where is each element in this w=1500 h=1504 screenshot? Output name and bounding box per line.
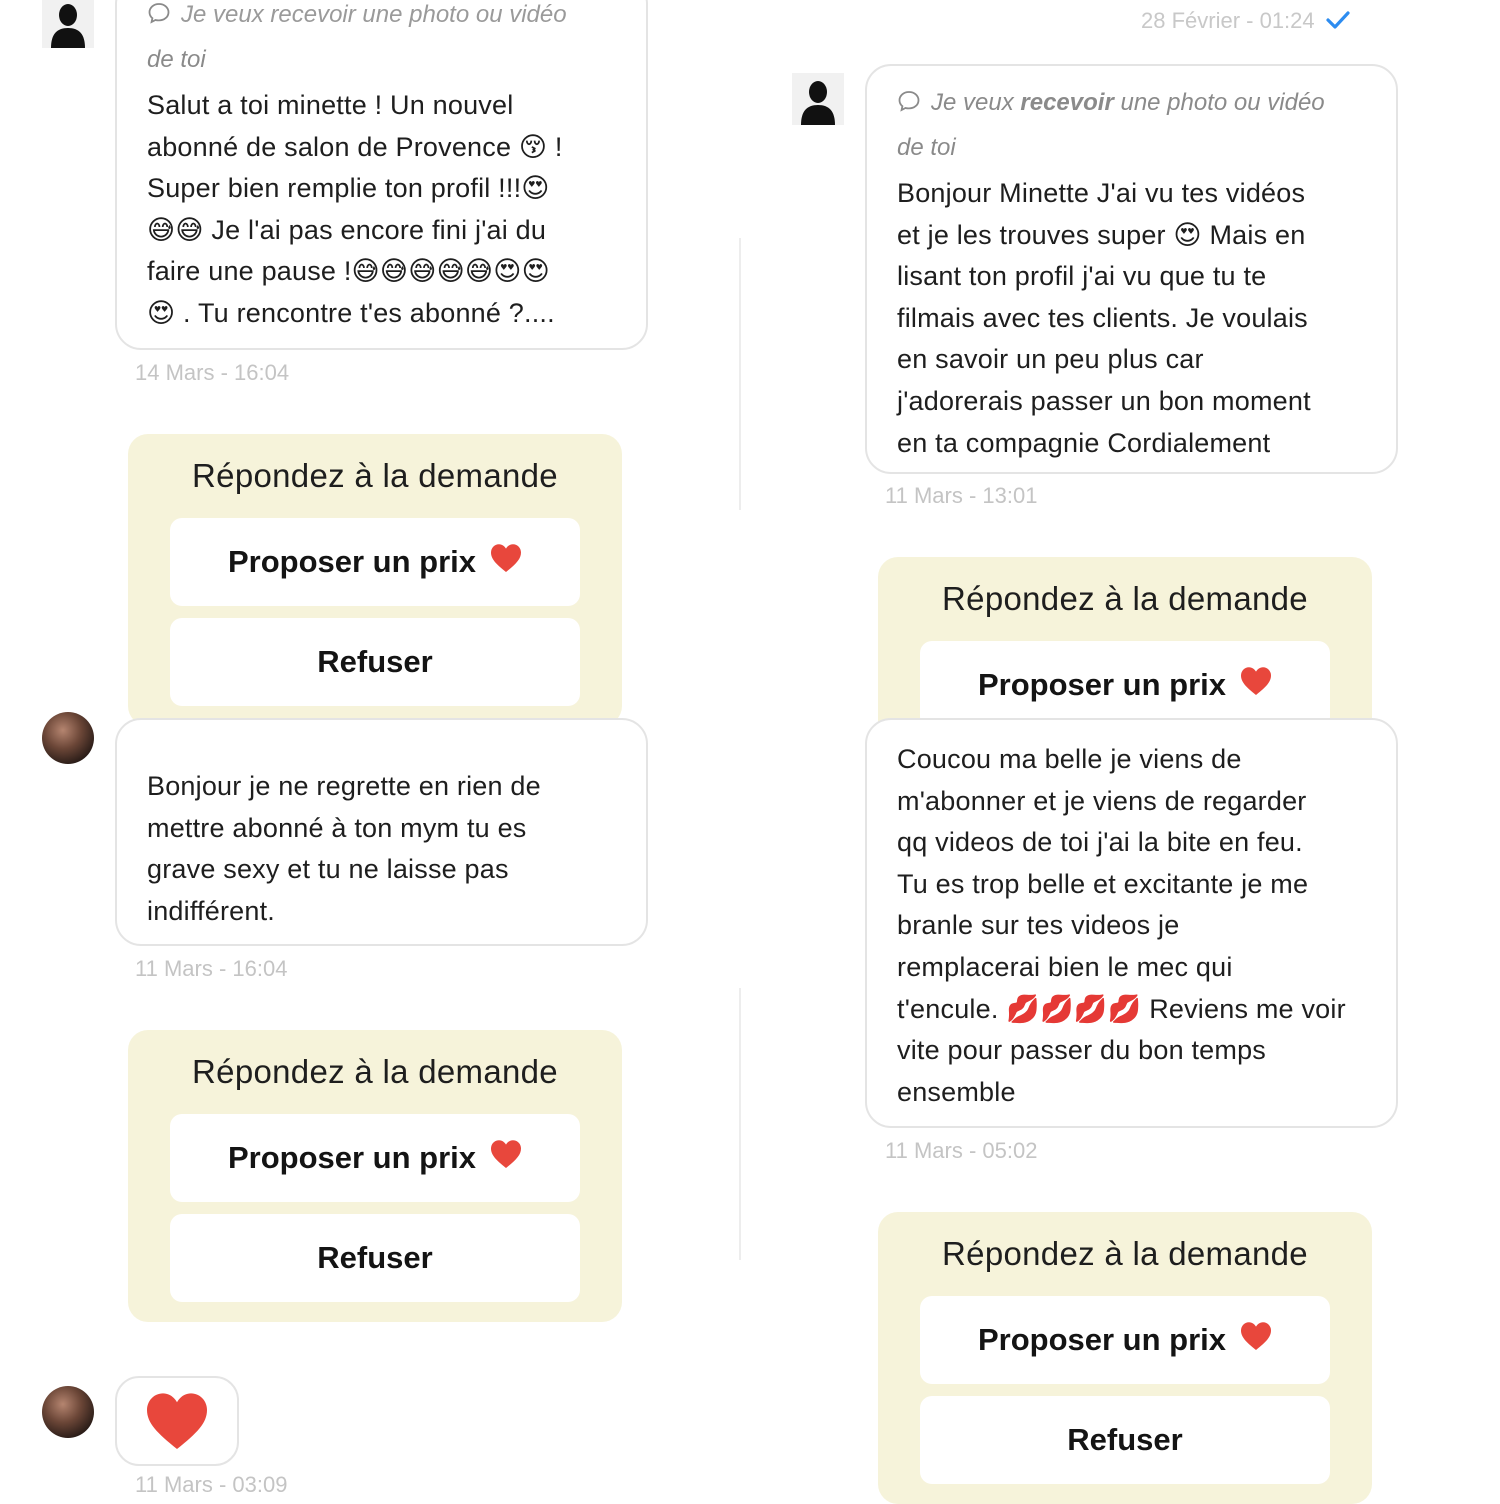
message-bubble — [115, 718, 648, 946]
message-timestamp: 14 Mars - 16:04 — [135, 360, 290, 385]
message-timestamp: 11 Mars - 03:09 — [135, 1472, 288, 1497]
refuse-label: Refuser — [317, 644, 433, 679]
sent-timestamp — [1141, 8, 1351, 36]
panel-bottom-right — [760, 744, 1500, 1482]
heart-reaction-bubble[interactable] — [115, 1376, 239, 1466]
card-title: Répondez à la demande — [942, 1235, 1308, 1272]
message-text: m'abonner et je viens de regarder qq videos de toi j'ai la bite en feu. Tu es trop belle et excitante je me branle sur tes videos je remplacerai bien le mec qui t'encule. 💋💋💋💋 Reviens me voir vite pour passer du bon temps ensemble — [897, 785, 1346, 1107]
response-card — [128, 1030, 622, 1322]
propose-price-label: Proposer un prix — [977, 1322, 1227, 1357]
request-label — [897, 82, 1370, 127]
message-text: Bonjour Minette J'ai vu tes vidéos et je les trouves super 😍 Mais en lisant ton profil j'ai vu que tu te filmais avec tes clients. Je voulais en savoir un peu plus car j'adorerais passer un bon moment en ta compagnie Cordialement — [897, 178, 1311, 458]
request-bold: recevoir — [1020, 89, 1114, 116]
sent-timestamp-text: 28 Février - 01:24 — [1141, 8, 1315, 33]
request-prefix: Je veux — [931, 89, 1014, 116]
card-title: Répondez à la demande — [942, 580, 1308, 617]
user-silhouette-icon — [792, 73, 844, 125]
message-bubble — [865, 718, 1398, 1128]
propose-price-button[interactable] — [920, 1296, 1330, 1384]
column-divider — [739, 238, 741, 510]
message-bubble — [115, 0, 648, 350]
message-timestamp: 11 Mars - 05:02 — [885, 1138, 1038, 1163]
panel-bottom-left — [0, 758, 740, 1497]
column-divider — [739, 988, 741, 1260]
request-label-line2: de toi — [897, 134, 956, 161]
request-suffix: une photo ou vidéo — [1120, 89, 1325, 116]
message-timestamp: 11 Mars - 13:01 — [885, 483, 1038, 508]
chat-bubble-icon — [897, 85, 921, 127]
propose-price-button[interactable] — [920, 641, 1330, 729]
propose-price-label: Proposer un prix — [227, 1140, 477, 1175]
card-title: Répondez à la demande — [192, 1053, 558, 1090]
refuse-button[interactable] — [170, 1214, 580, 1302]
card-title: Répondez à la demande — [192, 457, 558, 494]
message-timestamp: 11 Mars - 16:04 — [135, 956, 288, 981]
propose-price-label: Proposer un prix — [977, 667, 1227, 702]
request-label — [147, 0, 620, 39]
request-label-text: Je veux recevoir une photo ou vidéo — [181, 1, 567, 28]
check-icon — [1325, 10, 1351, 36]
message-text: Bonjour je ne regrette en rien de mettre abonné à ton mym tu es grave sexy et tu ne laisse pas indifférent. — [147, 771, 541, 926]
refuse-button[interactable] — [170, 618, 580, 706]
message-bubble — [865, 64, 1398, 474]
response-card — [128, 434, 622, 726]
heart-icon — [1240, 666, 1272, 704]
refuse-button[interactable] — [920, 1396, 1330, 1484]
message-text: Salut a toi minette ! Un nouvel abonné de salon de Provence 😚 ! Super bien remplie ton profil !!!😍 😅😅 Je l'ai pas encore fini j'ai du faire une pause !😅😅😅😅😅😍😍 😍 . Tu rencontre t'es abonné ?.... — [147, 90, 563, 328]
heart-icon — [490, 543, 522, 581]
message-cut-line: Coucou ma belle je viens de — [897, 744, 1242, 774]
propose-price-button[interactable] — [170, 1114, 580, 1202]
propose-price-button[interactable] — [170, 518, 580, 606]
chat-bubble-icon — [147, 0, 171, 39]
avatar[interactable] — [792, 73, 844, 125]
heart-icon — [1240, 1321, 1272, 1359]
heart-icon — [144, 1391, 210, 1451]
avatar[interactable] — [42, 1386, 94, 1438]
panel-top-left — [0, 1, 740, 740]
avatar[interactable] — [42, 0, 94, 48]
user-silhouette-icon — [42, 0, 94, 48]
response-card — [878, 1212, 1372, 1504]
panel-top-right — [760, 0, 1500, 740]
refuse-label: Refuser — [1067, 1422, 1183, 1457]
avatar[interactable] — [42, 712, 94, 764]
heart-icon — [490, 1139, 522, 1177]
propose-price-label: Proposer un prix — [227, 544, 477, 579]
request-label-line2: de toi — [147, 46, 206, 73]
refuse-label: Refuser — [317, 1240, 433, 1275]
